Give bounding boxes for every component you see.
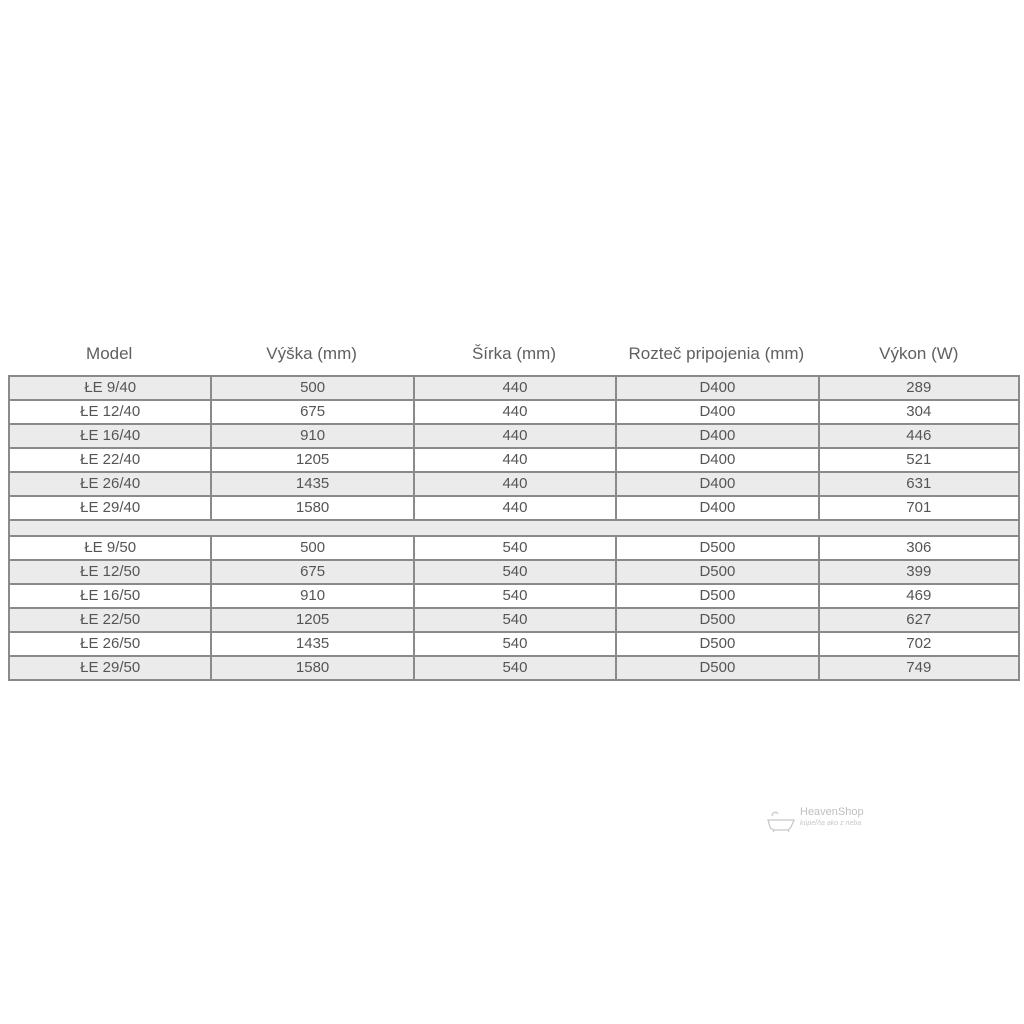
- cell-output: 521: [818, 449, 1020, 473]
- cell-output: 306: [818, 537, 1020, 561]
- cell-height: 500: [210, 537, 412, 561]
- cell-output: 304: [818, 401, 1020, 425]
- separator-cell: [413, 521, 615, 537]
- cell-width: 440: [413, 425, 615, 449]
- table-row: [8, 585, 1020, 609]
- separator-cell: [615, 521, 817, 537]
- header-height: Výška (mm): [266, 344, 357, 363]
- cell-width: 540: [413, 609, 615, 633]
- header-output: Výkon (W): [879, 344, 959, 363]
- cell-connection-spacing: D400: [615, 473, 817, 497]
- watermark-tagline: kúpeľňa ako z neba: [800, 820, 862, 827]
- cell-width: 540: [413, 537, 615, 561]
- separator-cell: [8, 521, 210, 537]
- table-row: [8, 375, 1020, 401]
- table-row: [8, 657, 1020, 681]
- cell-model: ŁE 16/40: [8, 425, 210, 449]
- cell-width: 540: [413, 585, 615, 609]
- cell-model: ŁE 29/40: [8, 497, 210, 521]
- header-width: Šírka (mm): [471, 344, 556, 363]
- cell-width: 440: [413, 401, 615, 425]
- cell-connection-spacing: D500: [615, 537, 817, 561]
- cell-connection-spacing: D400: [615, 375, 817, 401]
- cell-height: 500: [210, 375, 412, 401]
- cell-width: 540: [413, 657, 615, 681]
- cell-output: 446: [818, 425, 1020, 449]
- header-model: Model: [86, 344, 133, 363]
- cell-height: 1205: [210, 449, 412, 473]
- cell-output: 702: [818, 633, 1020, 657]
- cell-connection-spacing: D500: [615, 585, 817, 609]
- cell-model: ŁE 12/50: [8, 561, 210, 585]
- cell-model: ŁE 12/40: [8, 401, 210, 425]
- cell-model: ŁE 26/40: [8, 473, 210, 497]
- cell-width: 440: [413, 497, 615, 521]
- cell-output: 289: [818, 375, 1020, 401]
- table-row: [8, 633, 1020, 657]
- cell-model: ŁE 16/50: [8, 585, 210, 609]
- watermark-brand: HeavenShop: [800, 806, 864, 818]
- cell-connection-spacing: D500: [615, 609, 817, 633]
- cell-output: 749: [818, 657, 1020, 681]
- cell-height: 675: [210, 561, 412, 585]
- cell-connection-spacing: D400: [615, 425, 817, 449]
- table-row: [8, 537, 1020, 561]
- heavenshop-watermark: [766, 804, 886, 834]
- cell-width: 540: [413, 561, 615, 585]
- cell-model: ŁE 9/40: [8, 375, 210, 401]
- cell-height: 1205: [210, 609, 412, 633]
- cell-model: ŁE 22/50: [8, 609, 210, 633]
- cell-output: 627: [818, 609, 1020, 633]
- cell-height: 1580: [210, 657, 412, 681]
- cell-height: 1435: [210, 633, 412, 657]
- table-body: [8, 375, 1020, 681]
- cell-output: 469: [818, 585, 1020, 609]
- table-row: [8, 401, 1020, 425]
- cell-connection-spacing: D400: [615, 401, 817, 425]
- spec-table: [8, 335, 1020, 681]
- cell-connection-spacing: D400: [615, 497, 817, 521]
- cell-connection-spacing: D500: [615, 561, 817, 585]
- table-row: [8, 561, 1020, 585]
- cell-output: 631: [818, 473, 1020, 497]
- cell-height: 675: [210, 401, 412, 425]
- cell-width: 540: [413, 633, 615, 657]
- cell-model: ŁE 22/40: [8, 449, 210, 473]
- cell-connection-spacing: D400: [615, 449, 817, 473]
- cell-width: 440: [413, 449, 615, 473]
- cell-height: 910: [210, 425, 412, 449]
- header-connection-spacing: Rozteč pripojenia (mm): [628, 344, 805, 363]
- cell-model: ŁE 9/50: [8, 537, 210, 561]
- cell-height: 1580: [210, 497, 412, 521]
- table-row: [8, 473, 1020, 497]
- table-row: [8, 449, 1020, 473]
- cell-width: 440: [413, 375, 615, 401]
- cell-width: 440: [413, 473, 615, 497]
- cell-output: 399: [818, 561, 1020, 585]
- cell-connection-spacing: D500: [615, 657, 817, 681]
- bathtub-icon: [766, 810, 796, 832]
- cell-height: 1435: [210, 473, 412, 497]
- cell-output: 701: [818, 497, 1020, 521]
- separator-cell: [818, 521, 1020, 537]
- cell-model: ŁE 26/50: [8, 633, 210, 657]
- separator-cell: [210, 521, 412, 537]
- group-separator-row: [8, 521, 1020, 537]
- cell-height: 910: [210, 585, 412, 609]
- cell-connection-spacing: D500: [615, 633, 817, 657]
- table-header-row: [8, 335, 1020, 375]
- cell-model: ŁE 29/50: [8, 657, 210, 681]
- table-row: [8, 497, 1020, 521]
- table-row: [8, 425, 1020, 449]
- table-row: [8, 609, 1020, 633]
